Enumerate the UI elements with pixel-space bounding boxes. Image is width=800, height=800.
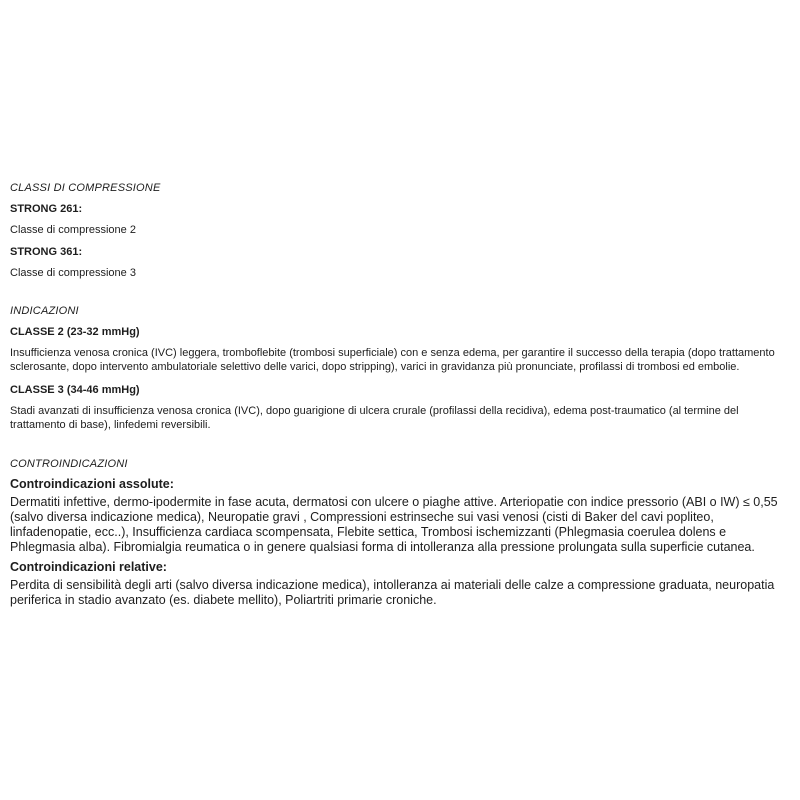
section-contraindications — [10, 458, 782, 608]
section-compression-classes — [10, 182, 782, 280]
strong-361-text: Classe di compressione 3 — [10, 266, 136, 279]
document-body — [10, 182, 782, 613]
class-2-label: CLASSE 2 (23-32 mmHg) — [10, 326, 140, 338]
strong-361-label: STRONG 361: — [10, 245, 83, 258]
strong-261-text: Classe di compressione 2 — [10, 224, 136, 236]
relative-contraindications-label: Controindicazioni relative: — [10, 560, 167, 574]
relative-contraindications-text: Perdita di sensibilità degli arti (salvo diversa indicazione medica), intolleranza ai materiali delle calze a compressione graduata, neuropatia periferica in stadio avanzato (es. diabete mellito), Poliartriti primarie croniche. — [10, 578, 775, 607]
strong-261-label: STRONG 261: — [10, 203, 83, 215]
class-2-text: Insufficienza venosa cronica (IVC) leggera, tromboflebite (trombosi superficiale) con e senza edema, per garantire il successo della terapia (dopo trattamento sclerosante, dopo intervento ambulatoriale selettivo delle varici, dopo stripping), varici in gravidanza più pronunciate, profilassi di trombosi ed embolie. — [10, 347, 775, 373]
section-indications — [10, 305, 782, 432]
class-3-text: Stadi avanzati di insufficienza venosa cronica (IVC), dopo guarigione di ulcera crurale (profilassi della recidiva), edema post-traumatico (al termine del trattamento di base), linfedemi reversibili. — [10, 405, 739, 431]
indications-heading: INDICAZIONI — [10, 305, 79, 317]
compression-classes-heading: CLASSI DI COMPRESSIONE — [10, 182, 161, 194]
absolute-contraindications-text: Dermatiti infettive, dermo-ipodermite in fase acuta, dermatosi con ulcere o piaghe attive. Arteriopatie con indice pressorio (ABI o IW) ≤ 0,55 (salvo diversa indicazione medica), Neuropatie gravi , Compressioni estrinseche sui vasi venosi (cisti di Baker del cavi popliteo, linfadenopatie, ecc..), Insufficienza cardiaca scompensata, Flebite settica, Trombosi ischemizzanti (Phlegmasia coerulea dolens e Phlegmasia alba). Fibromialgia reumatica o in genere qualsiasi forma di intolleranza alla pressione prolungata sulla superficie cutanea. — [10, 495, 778, 554]
class-3-label: CLASSE 3 (34-46 mmHg) — [10, 384, 140, 396]
absolute-contraindications-label: Controindicazioni assolute: — [10, 477, 174, 491]
contraindications-heading: CONTROINDICAZIONI — [10, 458, 128, 470]
